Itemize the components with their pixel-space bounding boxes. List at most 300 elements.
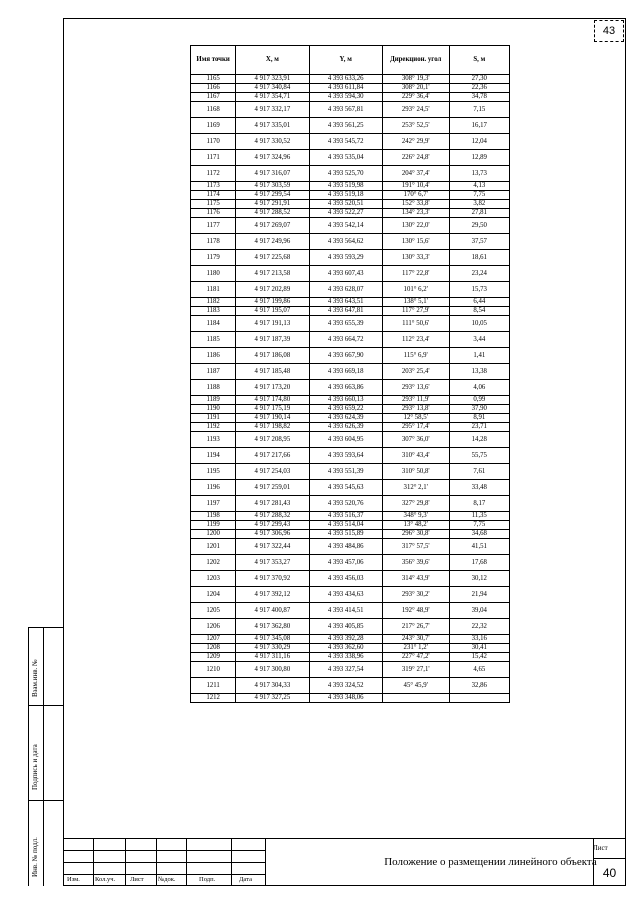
cell-direction: 152° 33,8' (382, 200, 449, 209)
cell-direction: 293° 13,6' (382, 380, 449, 396)
cell-x: 4 917 335,01 (236, 118, 309, 134)
cell-distance: 16,17 (449, 118, 509, 134)
cell-point-name: 1170 (191, 134, 236, 150)
cell-direction: 348° 9,3' (382, 512, 449, 521)
cell-direction: 310° 50,8' (382, 464, 449, 480)
cell-direction: 293° 30,2' (382, 587, 449, 603)
table-row (191, 587, 510, 603)
cell-distance: 3,82 (449, 200, 509, 209)
cell-point-name: 1188 (191, 380, 236, 396)
side-label: Подпись и дата (31, 744, 39, 790)
cell-point-name: 1174 (191, 191, 236, 200)
cell-point-name: 1200 (191, 530, 236, 539)
table-row (191, 619, 510, 635)
cell-y: 4 393 456,03 (309, 571, 382, 587)
table-row (191, 134, 510, 150)
cell-point-name: 1204 (191, 587, 236, 603)
cell-direction: 356° 39,6' (382, 555, 449, 571)
cell-x: 4 917 208,95 (236, 432, 309, 448)
cell-x: 4 917 195,07 (236, 307, 309, 316)
cell-direction: 45° 45,9' (382, 678, 449, 694)
cell-y: 4 393 405,85 (309, 619, 382, 635)
stamp-line (125, 838, 126, 886)
cell-point-name: 1172 (191, 166, 236, 182)
cell-y: 4 393 593,64 (309, 448, 382, 464)
cell-distance: 33,16 (449, 635, 509, 644)
cell-x: 4 917 190,14 (236, 414, 309, 423)
cell-distance: 4,13 (449, 182, 509, 191)
cell-y: 4 393 607,43 (309, 266, 382, 282)
table-row (191, 84, 510, 93)
cell-point-name: 1203 (191, 571, 236, 587)
cell-y: 4 393 564,62 (309, 234, 382, 250)
cell-point-name: 1181 (191, 282, 236, 298)
table-row (191, 282, 510, 298)
cell-point-name: 1206 (191, 619, 236, 635)
table-row (191, 250, 510, 266)
cell-y: 4 393 434,63 (309, 587, 382, 603)
cell-y: 4 393 519,18 (309, 191, 382, 200)
cell-point-name: 1190 (191, 405, 236, 414)
side-cell-inventory (28, 800, 63, 886)
cell-distance: 37,57 (449, 234, 509, 250)
cell-y: 4 393 525,70 (309, 166, 382, 182)
table-row (191, 635, 510, 644)
cell-point-name: 1196 (191, 480, 236, 496)
cell-point-name: 1193 (191, 432, 236, 448)
cell-point-name: 1199 (191, 521, 236, 530)
cell-distance: 30,12 (449, 571, 509, 587)
cell-point-name: 1209 (191, 653, 236, 662)
stamp-label-date: Дата (239, 876, 252, 883)
cell-x: 4 917 332,17 (236, 102, 309, 118)
cell-direction: 295° 17,4' (382, 423, 449, 432)
cell-distance: 30,41 (449, 644, 509, 653)
cell-point-name: 1173 (191, 182, 236, 191)
cell-direction: 203° 25,4' (382, 364, 449, 380)
cell-distance: 12,89 (449, 150, 509, 166)
cell-y: 4 393 593,29 (309, 250, 382, 266)
table-row (191, 464, 510, 480)
table-row (191, 166, 510, 182)
side-cell-signature (28, 705, 63, 800)
table-row (191, 405, 510, 414)
cell-point-name: 1207 (191, 635, 236, 644)
coordinates-table (190, 45, 510, 703)
cell-point-name: 1182 (191, 298, 236, 307)
cell-x: 4 917 323,91 (236, 75, 309, 84)
cell-distance: 1,41 (449, 348, 509, 364)
cell-y: 4 393 624,39 (309, 414, 382, 423)
header-direction: Дирекцион. угол (382, 46, 449, 75)
cell-y: 4 393 348,06 (309, 694, 382, 703)
cell-point-name: 1205 (191, 603, 236, 619)
cell-x: 4 917 362,80 (236, 619, 309, 635)
cell-point-name: 1168 (191, 102, 236, 118)
cell-point-name: 1191 (191, 414, 236, 423)
table-row (191, 571, 510, 587)
cell-distance: 15,73 (449, 282, 509, 298)
cell-x: 4 917 213,58 (236, 266, 309, 282)
cell-direction: 117° 27,9' (382, 307, 449, 316)
table-row (191, 348, 510, 364)
cell-direction: 217° 26,7' (382, 619, 449, 635)
table-row (191, 218, 510, 234)
table-row (191, 644, 510, 653)
cell-direction: 117° 22,8' (382, 266, 449, 282)
cell-point-name: 1208 (191, 644, 236, 653)
cell-x: 4 917 353,27 (236, 555, 309, 571)
cell-y: 4 393 516,37 (309, 512, 382, 521)
cell-point-name: 1180 (191, 266, 236, 282)
cell-distance: 34,78 (449, 93, 509, 102)
cell-x: 4 917 370,92 (236, 571, 309, 587)
table-row (191, 414, 510, 423)
cell-direction: 101° 6,2' (382, 282, 449, 298)
cell-direction: 138° 5,1' (382, 298, 449, 307)
table-row (191, 512, 510, 521)
side-label: Взам.инв. № (31, 658, 39, 697)
cell-direction: 253° 52,5' (382, 118, 449, 134)
cell-direction: 192° 48,9' (382, 603, 449, 619)
cell-x: 4 917 330,52 (236, 134, 309, 150)
table-row (191, 332, 510, 348)
cell-y: 4 393 484,86 (309, 539, 382, 555)
cell-x: 4 917 225,68 (236, 250, 309, 266)
cell-point-name: 1167 (191, 93, 236, 102)
cell-x: 4 917 191,13 (236, 316, 309, 332)
cell-x: 4 917 288,52 (236, 209, 309, 218)
cell-y: 4 393 515,89 (309, 530, 382, 539)
cell-direction: 307° 36,0' (382, 432, 449, 448)
cell-x: 4 917 304,33 (236, 678, 309, 694)
cell-distance: 33,48 (449, 480, 509, 496)
cell-x: 4 917 198,82 (236, 423, 309, 432)
cell-point-name: 1202 (191, 555, 236, 571)
table-row (191, 694, 510, 703)
cell-point-name: 1197 (191, 496, 236, 512)
cell-direction: 308° 20,1' (382, 84, 449, 93)
cell-y: 4 393 324,52 (309, 678, 382, 694)
cell-distance: 7,61 (449, 464, 509, 480)
cell-direction: 191° 10,4' (382, 182, 449, 191)
cell-y: 4 393 633,26 (309, 75, 382, 84)
table-row (191, 521, 510, 530)
cell-distance: 7,15 (449, 102, 509, 118)
cell-point-name: 1171 (191, 150, 236, 166)
cell-direction: 130° 15,6' (382, 234, 449, 250)
cell-point-name: 1166 (191, 84, 236, 93)
cell-direction: 115° 6,9' (382, 348, 449, 364)
header-distance: S, м (449, 46, 509, 75)
cell-point-name: 1175 (191, 200, 236, 209)
side-cell-replacement (28, 627, 63, 705)
cell-direction: 293° 13,8' (382, 405, 449, 414)
cell-x: 4 917 340,84 (236, 84, 309, 93)
cell-y: 4 393 655,39 (309, 316, 382, 332)
table-row (191, 200, 510, 209)
header-point-name: Имя точки (191, 46, 236, 75)
table-row (191, 653, 510, 662)
cell-point-name: 1211 (191, 678, 236, 694)
table-row (191, 93, 510, 102)
cell-point-name: 1210 (191, 662, 236, 678)
sheet-label: Лист (593, 844, 608, 852)
cell-distance: 13,38 (449, 364, 509, 380)
cell-distance: 12,04 (449, 134, 509, 150)
cell-x: 4 917 185,48 (236, 364, 309, 380)
cell-x: 4 917 175,19 (236, 405, 309, 414)
cell-x: 4 917 316,07 (236, 166, 309, 182)
cell-point-name: 1177 (191, 218, 236, 234)
table-row (191, 496, 510, 512)
table-row (191, 209, 510, 218)
cell-distance: 29,50 (449, 218, 509, 234)
title-block (63, 838, 626, 886)
cell-x: 4 917 300,80 (236, 662, 309, 678)
table-row (191, 118, 510, 134)
cell-distance: 0,99 (449, 396, 509, 405)
cell-x: 4 917 299,43 (236, 521, 309, 530)
cell-y: 4 393 514,04 (309, 521, 382, 530)
cell-direction: 13° 48,2' (382, 521, 449, 530)
cell-point-name: 1198 (191, 512, 236, 521)
cell-x: 4 917 322,44 (236, 539, 309, 555)
table-row (191, 298, 510, 307)
cell-direction: 227° 47,2' (382, 653, 449, 662)
cell-direction: 293° 11,9' (382, 396, 449, 405)
cell-x: 4 917 174,80 (236, 396, 309, 405)
cell-distance: 8,17 (449, 496, 509, 512)
cell-y: 4 393 660,13 (309, 396, 382, 405)
cell-point-name: 1179 (191, 250, 236, 266)
cell-x: 4 917 254,03 (236, 464, 309, 480)
stamp-label-count: Кол.уч. (95, 876, 116, 883)
stamp-line (186, 838, 187, 886)
stamp-label-signature: Подп. (199, 876, 216, 883)
cell-direction: 231° 1,2' (382, 644, 449, 653)
table-row (191, 539, 510, 555)
cell-distance: 22,32 (449, 619, 509, 635)
table-row (191, 423, 510, 432)
stamp-label-doc: №док. (158, 876, 176, 883)
cell-y: 4 393 667,90 (309, 348, 382, 364)
cell-y: 4 393 520,76 (309, 496, 382, 512)
cell-x: 4 917 324,96 (236, 150, 309, 166)
table-row (191, 364, 510, 380)
cell-x: 4 917 392,12 (236, 587, 309, 603)
cell-x: 4 917 281,43 (236, 496, 309, 512)
cell-y: 4 393 604,95 (309, 432, 382, 448)
cell-direction: 243° 30,7' (382, 635, 449, 644)
cell-x: 4 917 299,54 (236, 191, 309, 200)
cell-y: 4 393 611,84 (309, 84, 382, 93)
cell-direction: 134° 23,3' (382, 209, 449, 218)
cell-point-name: 1183 (191, 307, 236, 316)
table-row (191, 380, 510, 396)
table-row (191, 102, 510, 118)
table-row (191, 662, 510, 678)
cell-x: 4 917 345,08 (236, 635, 309, 644)
cell-y: 4 393 567,81 (309, 102, 382, 118)
cell-y: 4 393 626,39 (309, 423, 382, 432)
cell-y: 4 393 542,14 (309, 218, 382, 234)
cell-x: 4 917 327,25 (236, 694, 309, 703)
cell-direction: 242° 29,9' (382, 134, 449, 150)
cell-x: 4 917 354,71 (236, 93, 309, 102)
table-row (191, 448, 510, 464)
cell-point-name: 1185 (191, 332, 236, 348)
stamp-line (156, 838, 157, 886)
cell-direction: 111° 50,6' (382, 316, 449, 332)
cell-distance: 27,30 (449, 75, 509, 84)
cell-point-name: 1178 (191, 234, 236, 250)
cell-distance: 4,06 (449, 380, 509, 396)
cell-y: 4 393 535,04 (309, 150, 382, 166)
cell-x: 4 917 330,29 (236, 644, 309, 653)
table-row (191, 555, 510, 571)
cell-y: 4 393 520,51 (309, 200, 382, 209)
table-row (191, 603, 510, 619)
table-row (191, 307, 510, 316)
cell-point-name: 1201 (191, 539, 236, 555)
cell-distance: 15,42 (449, 653, 509, 662)
cell-distance: 23,71 (449, 423, 509, 432)
cell-point-name: 1192 (191, 423, 236, 432)
table-row (191, 316, 510, 332)
cell-direction: 229° 36,4' (382, 93, 449, 102)
page-badge: 43 (594, 20, 624, 42)
table-row (191, 480, 510, 496)
cell-distance: 27,81 (449, 209, 509, 218)
table-row (191, 191, 510, 200)
cell-direction: 327° 29,8' (382, 496, 449, 512)
sheet-number: 40 (602, 866, 617, 880)
cell-y: 4 393 643,51 (309, 298, 382, 307)
cell-x: 4 917 311,16 (236, 653, 309, 662)
cell-point-name: 1169 (191, 118, 236, 134)
table-header-row (191, 46, 510, 75)
cell-direction: 170° 6,7' (382, 191, 449, 200)
cell-direction: 12° 58,5' (382, 414, 449, 423)
cell-distance: 22,36 (449, 84, 509, 93)
cell-y: 4 393 664,72 (309, 332, 382, 348)
cell-direction: 226° 24,8' (382, 150, 449, 166)
cell-distance: 32,86 (449, 678, 509, 694)
stamp-label-change: Изм. (67, 876, 80, 883)
cell-distance: 11,35 (449, 512, 509, 521)
cell-x: 4 917 400,87 (236, 603, 309, 619)
cell-point-name: 1194 (191, 448, 236, 464)
cell-x: 4 917 288,32 (236, 512, 309, 521)
cell-y: 4 393 594,30 (309, 93, 382, 102)
cell-x: 4 917 173,20 (236, 380, 309, 396)
cell-direction: 296° 30,8' (382, 530, 449, 539)
header-y: Y, м (309, 46, 382, 75)
cell-distance: 10,05 (449, 316, 509, 332)
cell-x: 4 917 249,96 (236, 234, 309, 250)
cell-distance: 6,44 (449, 298, 509, 307)
cell-direction: 308° 19,3' (382, 75, 449, 84)
cell-y: 4 393 338,96 (309, 653, 382, 662)
cell-x: 4 917 186,08 (236, 348, 309, 364)
cell-direction: 130° 33,3' (382, 250, 449, 266)
cell-distance: 7,75 (449, 191, 509, 200)
table-row (191, 150, 510, 166)
cell-distance: 14,28 (449, 432, 509, 448)
cell-x: 4 917 306,96 (236, 530, 309, 539)
cell-distance: 23,24 (449, 266, 509, 282)
cell-direction: 112° 23,4' (382, 332, 449, 348)
cell-y: 4 393 545,63 (309, 480, 382, 496)
cell-x: 4 917 291,91 (236, 200, 309, 209)
cell-y: 4 393 414,51 (309, 603, 382, 619)
table-row (191, 678, 510, 694)
cell-distance: 8,54 (449, 307, 509, 316)
cell-point-name: 1165 (191, 75, 236, 84)
cell-point-name: 1212 (191, 694, 236, 703)
cell-x: 4 917 303,59 (236, 182, 309, 191)
cell-distance: 55,75 (449, 448, 509, 464)
table-row (191, 182, 510, 191)
cell-y: 4 393 647,81 (309, 307, 382, 316)
cell-point-name: 1176 (191, 209, 236, 218)
cell-x: 4 917 217,66 (236, 448, 309, 464)
cell-direction: 204° 37,4' (382, 166, 449, 182)
table-body (191, 75, 510, 703)
cell-point-name: 1195 (191, 464, 236, 480)
side-label: Инв. № подл. (31, 836, 39, 877)
cell-point-name: 1187 (191, 364, 236, 380)
cell-direction (382, 694, 449, 703)
cell-direction: 293° 24,5' (382, 102, 449, 118)
side-stamp (28, 627, 63, 886)
cell-y: 4 393 457,06 (309, 555, 382, 571)
cell-y: 4 393 561,25 (309, 118, 382, 134)
cell-distance: 41,51 (449, 539, 509, 555)
cell-distance: 34,68 (449, 530, 509, 539)
cell-distance: 18,61 (449, 250, 509, 266)
cell-x: 4 917 187,39 (236, 332, 309, 348)
cell-point-name: 1184 (191, 316, 236, 332)
cell-distance: 4,65 (449, 662, 509, 678)
stamp-line (265, 838, 266, 886)
cell-y: 4 393 663,86 (309, 380, 382, 396)
cell-direction: 312° 2,1' (382, 480, 449, 496)
cell-distance: 39,04 (449, 603, 509, 619)
cell-y: 4 393 628,07 (309, 282, 382, 298)
cell-distance: 3,44 (449, 332, 509, 348)
table-row (191, 396, 510, 405)
cell-distance: 8,91 (449, 414, 509, 423)
cell-y: 4 393 522,27 (309, 209, 382, 218)
cell-x: 4 917 259,01 (236, 480, 309, 496)
cell-distance: 37,90 (449, 405, 509, 414)
cell-point-name: 1186 (191, 348, 236, 364)
cell-x: 4 917 199,86 (236, 298, 309, 307)
cell-y: 4 393 545,72 (309, 134, 382, 150)
table-row (191, 234, 510, 250)
cell-direction: 317° 57,5' (382, 539, 449, 555)
cell-distance: 17,68 (449, 555, 509, 571)
header-x: X, м (236, 46, 309, 75)
cell-distance (449, 694, 509, 703)
cell-point-name: 1189 (191, 396, 236, 405)
cell-direction: 130° 22,0' (382, 218, 449, 234)
cell-y: 4 393 669,18 (309, 364, 382, 380)
cell-y: 4 393 519,98 (309, 182, 382, 191)
cell-distance: 13,73 (449, 166, 509, 182)
